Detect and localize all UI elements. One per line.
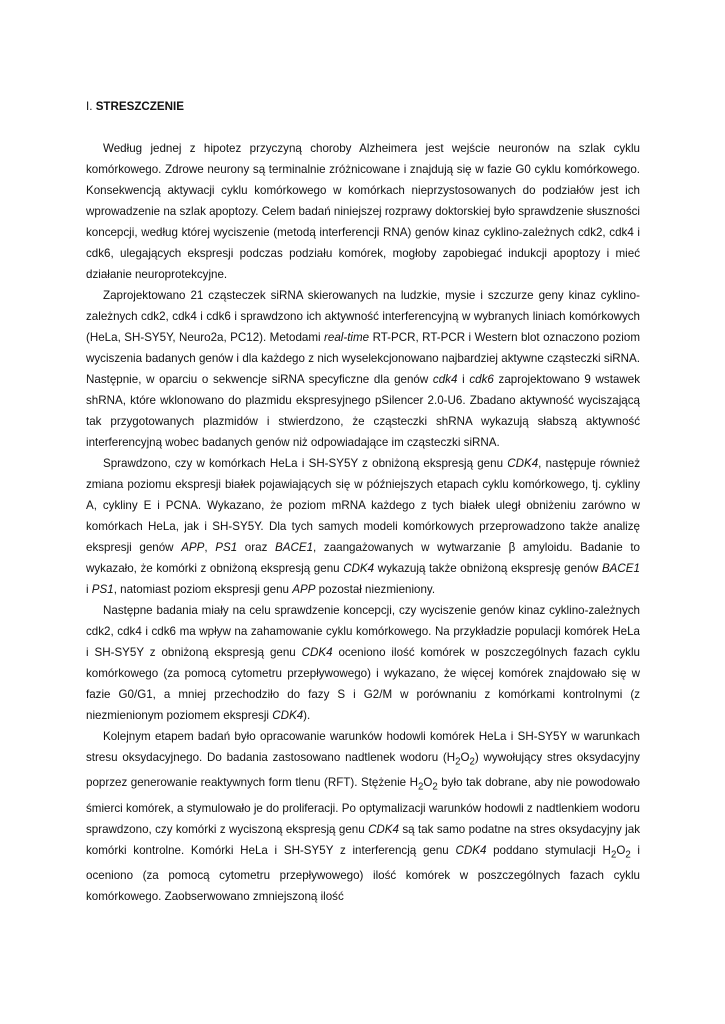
italic-term: CDK4 [301, 646, 333, 659]
italic-term: cdk4 [432, 373, 458, 386]
italic-term: APP [292, 583, 316, 596]
italic-term: CDK4 [455, 843, 487, 857]
text-run: , zaangażowanych w wytwarzanie β amyloidu. Badanie to wykazało, że komórki z obniżoną ekspresją genu [86, 541, 640, 575]
section-heading [86, 96, 640, 117]
text-run: Według jednej z hipotez przyczyną choroby Alzheimera jest wejście neuronów na szlak cyklu komórkowego. Zdrowe neurony są terminalnie zróżnicowane i znajdują się w fazie G0 cyklu komórkowego. Konsekwencją aktywacji cyklu komórkowego w komórkach nieprzystosowanych do podziałów jest ich wprowadzenie na szlak apoptozy. Celem badań niniejszej rozprawy doktorskiej było sprawdzenie słuszności koncepcji, według której wyciszenie (metodą interferencji RNA) genów kinaz cyklino-zależnych cdk2, cdk4 i cdk6, ulegających ekspresji podczas podziału komórek, mogłoby zapobiegać indukcji apoptozy i mieć działanie neuroprotekcyjne. [86, 142, 640, 281]
text-run: Następne badania miały na celu sprawdzenie koncepcji, czy wyciszenie genów kinaz cyklino-zależnych cdk2, cdk4 i cdk6 ma wpływ na zahamowanie cyklu komórkowego. Na przykładzie populacji komórek HeLa i SH-SY5Y z obniżoną ekspresją genu [86, 604, 640, 659]
text-run: , następuje również zmiana poziomu ekspresji białek pojawiających się w późniejszych etapach cyklu komórkowego, tj. cykliny A, cykliny E i PCNA. Wykazano, że poziom mRNA każdego z tych białek uległ obniżeniu zarówno w komórkach HeLa, jak i SH-SY5Y. Dla tych samych modeli komórkowych przeprowadzono także analizę ekspresji genów [86, 457, 640, 554]
text-run: są tak samo podatne na stres oksydacyjny jak komórki kontrolne. Komórki HeLa i SH-SY5Y z interferencją genu [86, 822, 640, 857]
document-body [86, 96, 640, 907]
text-run: i [86, 583, 92, 596]
italic-term: CDK4 [507, 457, 539, 470]
text-run: oraz [237, 541, 276, 554]
italic-term: real-time [324, 331, 370, 344]
text-run: było tak dobrane, aby nie powodowało śmierci komórek, a stymulowało je do proliferacji. Po optymalizacji warunków hodowli z nadtlenkiem wodoru sprawdzono, czy komórki z wyciszoną ekspresją genu [86, 776, 641, 836]
text-run: Zaprojektowano 21 cząsteczek siRNA skierowanych na ludzkie, mysie i szczurze geny kinaz cyklino-zależnych cdk2, cdk4 i cdk6 i sprawdzono ich aktywność interferencyjną w wybranych liniach komórkowych (HeLa, SH-SY5Y, Neuro2a, PC12). Metodami [86, 289, 640, 344]
italic-term: PS1 [91, 583, 114, 596]
text-run: ) wywołujący stres oksydacyjny poprzez generowanie reaktywnych form tlenu (RFT). Stężenie H [86, 751, 640, 790]
text-run: O [423, 776, 433, 790]
paragraph [86, 726, 640, 907]
text-run: O [460, 751, 470, 764]
italic-term: PS1 [215, 541, 238, 554]
subscript: 2 [469, 756, 475, 768]
subscript: 2 [625, 848, 631, 860]
italic-term: APP [181, 541, 205, 554]
italic-term: CDK4 [272, 709, 304, 722]
italic-term: BACE1 [275, 541, 314, 554]
section-title: STRESZCZENIE [95, 100, 184, 113]
text-run: O [616, 843, 626, 857]
italic-term: BACE1 [601, 562, 640, 575]
italic-term: CDK4 [368, 822, 399, 836]
paragraph [86, 453, 640, 600]
text-run: zaprojektowano 9 wstawek shRNA, które wklonowano do plazmidu ekspresyjnego pSilencer 2.0-U6. Zbadano aktywność wyciszającą tak przygotowanych plazmidów i stwierdzono, że cząsteczki shRNA wykazują słabszą aktywność interferencyjną wobec badanych genów niż odpowiadające im cząsteczki siRNA. [86, 373, 640, 449]
text-run: Sprawdzono, czy w komórkach HeLa i SH-SY5Y z obniżoną ekspresją genu [103, 457, 508, 470]
paragraph [86, 600, 640, 726]
text-run: pozostał niezmieniony. [315, 583, 436, 596]
subscript: 2 [418, 781, 424, 793]
text-run: poddano stymulacji H [486, 843, 611, 857]
italic-term: CDK4 [343, 562, 375, 575]
text-run: i oceniono (za pomocą cytometru przepływowego) ilość komórek w poszczególnych fazach cyklu komórkowego. Zaobserwowano zmniejszoną ilość [86, 843, 641, 903]
text-run: RT-PCR, RT-PCR i Western blot oznaczono poziom wyciszenia badanych genów i dla każdego z nich wyselekcjonowano najbardziej aktywne cząsteczki siRNA. Następnie, w oparciu o sekwencje siRNA specyficzne dla genów [86, 331, 640, 386]
text-run: i [457, 373, 470, 386]
paragraph [86, 138, 640, 285]
italic-term: cdk6 [469, 373, 494, 386]
subscript: 2 [610, 848, 617, 860]
text-run: wykazują także obniżoną ekspresję genów [374, 562, 602, 575]
paragraph [86, 285, 640, 453]
text-run: , [204, 541, 216, 554]
text-run: ). [303, 709, 311, 722]
subscript: 2 [455, 756, 461, 768]
text-run: , natomiast poziom ekspresji genu [113, 583, 293, 596]
section-number: I. [86, 100, 93, 113]
text-run: Kolejnym etapem badań było opracowanie warunków hodowli komórek HeLa i SH-SY5Y w warunkach stresu oksydacyjnego. Do badania zastosowano nadtlenek wodoru (H [86, 730, 640, 764]
subscript: 2 [432, 781, 438, 793]
text-run: oceniono ilość komórek w poszczególnych fazach cyklu komórkowego (za pomocą cytometru przepływowego) i wykazano, że więcej komórek znajdowało się w fazie G0/G1, a mniej przechodziło do fazy S i G2/M w porównaniu z komórkami kontrolnymi (z niezmienionym poziomem ekspresji [86, 646, 641, 722]
